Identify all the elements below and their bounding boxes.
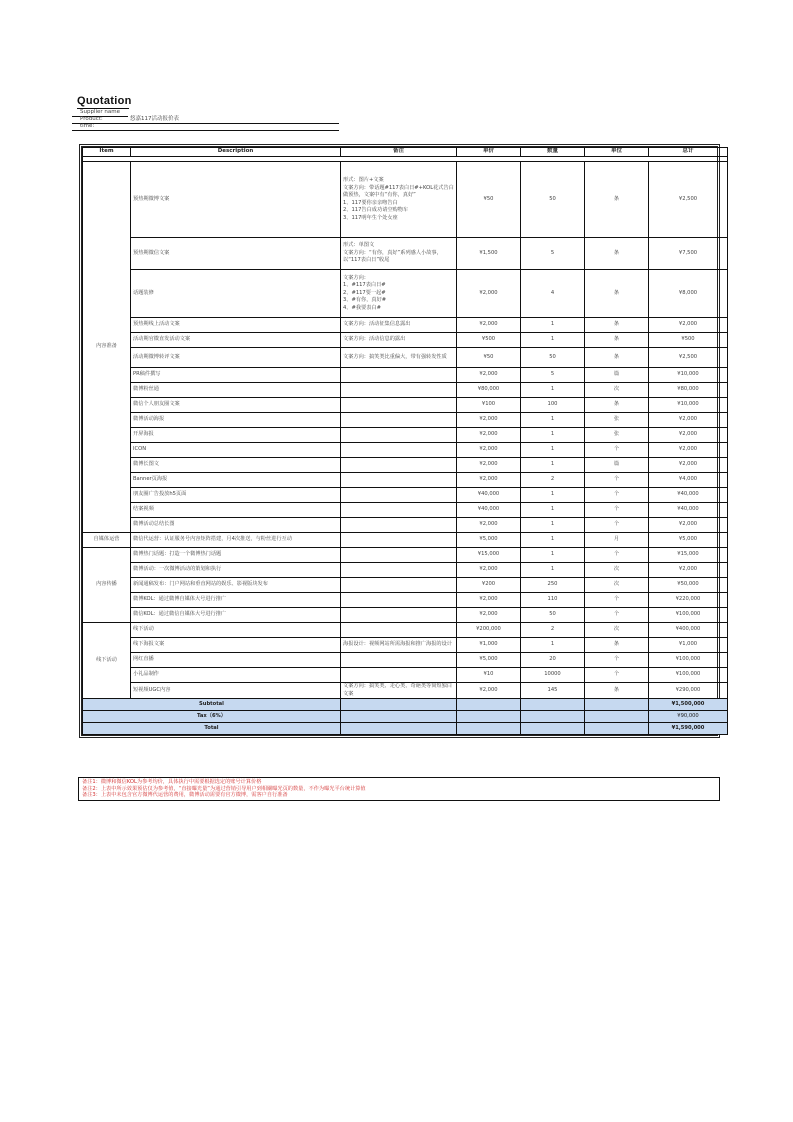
unit-cell: 条: [585, 270, 649, 318]
line-total-cell: ¥2,000: [649, 428, 728, 443]
summary-row: [83, 723, 728, 735]
summary-empty-cell: [585, 699, 649, 711]
line-total-cell: ¥50,000: [649, 578, 728, 593]
unit-cell: 个: [585, 668, 649, 683]
line-total-cell: ¥100,000: [649, 608, 728, 623]
description-cell: 开屏海报: [131, 428, 341, 443]
description-cell: 微博活动总结长图: [131, 518, 341, 533]
quantity-cell: 1: [521, 428, 585, 443]
unit-cell: 条: [585, 333, 649, 348]
table-row: [83, 348, 728, 368]
description-cell: 网红直播: [131, 653, 341, 668]
summary-empty-cell: [341, 711, 457, 723]
table-row: [83, 318, 728, 333]
description-cell: 预热期线上活动文案: [131, 318, 341, 333]
unit-price-cell: ¥2,000: [457, 563, 521, 578]
unit-cell: 个: [585, 503, 649, 518]
quantity-cell: 20: [521, 653, 585, 668]
remark-cell: [341, 368, 457, 383]
summary-empty-cell: [341, 723, 457, 735]
table-row: [83, 638, 728, 653]
line-total-cell: ¥2,000: [649, 563, 728, 578]
notes-box: [78, 777, 720, 801]
remark-cell: [341, 533, 457, 548]
description-cell: 小礼品制作: [131, 668, 341, 683]
table-row: [83, 398, 728, 413]
unit-cell: 条: [585, 318, 649, 333]
item-category-cell: 线下活动: [83, 623, 131, 699]
unit-cell: 条: [585, 348, 649, 368]
product-label: Product:: [80, 116, 103, 122]
description-cell: 朋友圈广告投放h5页面: [131, 488, 341, 503]
summary-amount: ¥90,000: [649, 711, 728, 723]
quantity-cell: 1: [521, 503, 585, 518]
table-row: [83, 238, 728, 270]
unit-price-cell: ¥2,000: [457, 443, 521, 458]
unit-cell: 张: [585, 413, 649, 428]
quantity-cell: 100: [521, 398, 585, 413]
description-cell: 微博粉丝通: [131, 383, 341, 398]
remark-cell: [341, 503, 457, 518]
unit-price-cell: ¥2,000: [457, 518, 521, 533]
quantity-cell: 1: [521, 413, 585, 428]
line-total-cell: ¥100,000: [649, 653, 728, 668]
description-cell: 微博活动：一次微博活动的策划和执行: [131, 563, 341, 578]
description-cell: 微信代运营：认证服务号内容矩阵搭建，月4次推送，与粉丝进行互动: [131, 533, 341, 548]
unit-price-cell: ¥50: [457, 162, 521, 238]
summary-empty-cell: [457, 699, 521, 711]
unit-cell: 个: [585, 548, 649, 563]
unit-price-cell: ¥2,000: [457, 413, 521, 428]
summary-label: Tax（6%）: [83, 711, 341, 723]
description-cell: 线下海报文案: [131, 638, 341, 653]
unit-cell: 个: [585, 473, 649, 488]
line-total-cell: ¥2,000: [649, 318, 728, 333]
quantity-cell: 5: [521, 238, 585, 270]
unit-price-cell: ¥2,000: [457, 608, 521, 623]
quantity-cell: 50: [521, 608, 585, 623]
summary-row: [83, 699, 728, 711]
unit-price-cell: ¥100: [457, 398, 521, 413]
unit-cell: 篇: [585, 458, 649, 473]
description-cell: 预热期微信文案: [131, 238, 341, 270]
col-header-unit: 单位: [585, 148, 649, 157]
unit-cell: 条: [585, 398, 649, 413]
remark-cell: 形式：图片+文案 文案方向：带话题#117表白日#+KOL花式告白做预热，文案中有“有你，真好” 1、117要你亲亲吻告白 2、117告白成功请空购物车 3、117明年生个处女座: [341, 162, 457, 238]
unit-price-cell: ¥5,000: [457, 533, 521, 548]
unit-price-cell: ¥2,000: [457, 368, 521, 383]
table-body: [83, 162, 728, 735]
line-total-cell: ¥40,000: [649, 503, 728, 518]
quantity-cell: 1: [521, 443, 585, 458]
table-row: [83, 563, 728, 578]
table-row: [83, 383, 728, 398]
quantity-cell: 1: [521, 458, 585, 473]
line-total-cell: ¥10,000: [649, 368, 728, 383]
unit-cell: 条: [585, 162, 649, 238]
quantity-cell: 1: [521, 563, 585, 578]
col-header-description: Description: [131, 148, 341, 157]
remark-cell: [341, 563, 457, 578]
remark-cell: 海报设计：视频网站所需海报和推广海报的设计: [341, 638, 457, 653]
line-total-cell: ¥500: [649, 333, 728, 348]
product-value: 悠嘉117活动报价表: [130, 116, 179, 122]
meta-supplier: [72, 109, 130, 116]
unit-price-cell: ¥40,000: [457, 488, 521, 503]
unit-cell: 月: [585, 533, 649, 548]
quantity-cell: 50: [521, 348, 585, 368]
unit-cell: 次: [585, 563, 649, 578]
line-total-cell: ¥4,000: [649, 473, 728, 488]
line-total-cell: ¥290,000: [649, 683, 728, 699]
unit-cell: 个: [585, 443, 649, 458]
supplier-label: Supplier name: [80, 109, 121, 115]
remark-cell: [341, 608, 457, 623]
note-1: 备注1：微博和微信KOL为参考均价，具体执行中需要根据选定的账号计算价格: [82, 779, 262, 785]
summary-label: Subtotal: [83, 699, 341, 711]
remark-cell: [341, 428, 457, 443]
description-cell: 微博长图文: [131, 458, 341, 473]
remark-cell: 文案方向：搞笑类、走心类、奇葩类等简短独白文案: [341, 683, 457, 699]
unit-price-cell: ¥1,000: [457, 638, 521, 653]
line-total-cell: ¥2,500: [649, 162, 728, 238]
quantity-cell: 1: [521, 518, 585, 533]
unit-cell: 个: [585, 608, 649, 623]
remark-cell: 文案方向： 1、#117表白日# 2、#117要一起# 3、#有你，真好# 4、#我要表白#: [341, 270, 457, 318]
remark-cell: 文案方向：活动征集信息露出: [341, 318, 457, 333]
remark-cell: [341, 548, 457, 563]
unit-price-cell: ¥50: [457, 348, 521, 368]
description-cell: 活动期微博转评文案: [131, 348, 341, 368]
unit-price-cell: ¥2,000: [457, 428, 521, 443]
remark-cell: 文案方向：活动信息的露出: [341, 333, 457, 348]
note-2: 备注2：上表中所示效果预估仅为参考值，“直接曝光量”为通过营销引导用户到相關曝光页的数量，不作为曝光平台统计算值: [82, 785, 366, 792]
quantity-cell: 1: [521, 488, 585, 503]
col-header-item: Item: [83, 148, 131, 157]
unit-price-cell: ¥15,000: [457, 548, 521, 563]
summary-empty-cell: [521, 723, 585, 735]
line-total-cell: ¥400,000: [649, 623, 728, 638]
document-title: Quotation: [77, 95, 132, 107]
description-cell: 微博活动海报: [131, 413, 341, 428]
description-cell: 微信个人朋友圈文案: [131, 398, 341, 413]
table-row: [83, 333, 728, 348]
table-row: [83, 270, 728, 318]
table-row: [83, 162, 728, 238]
unit-cell: 篇: [585, 368, 649, 383]
unit-price-cell: ¥5,000: [457, 653, 521, 668]
unit-cell: 条: [585, 238, 649, 270]
quotation-table: [82, 147, 728, 735]
table-row: [83, 458, 728, 473]
quantity-cell: 250: [521, 578, 585, 593]
summary-empty-cell: [521, 711, 585, 723]
unit-price-cell: ¥1,500: [457, 238, 521, 270]
quantity-cell: 1: [521, 333, 585, 348]
line-total-cell: ¥2,000: [649, 413, 728, 428]
unit-cell: 个: [585, 593, 649, 608]
unit-price-cell: ¥200,000: [457, 623, 521, 638]
quantity-cell: 5: [521, 368, 585, 383]
remark-cell: [341, 653, 457, 668]
item-category-cell: 内容传播: [83, 548, 131, 623]
quantity-cell: 145: [521, 683, 585, 699]
unit-price-cell: ¥10: [457, 668, 521, 683]
unit-cell: 次: [585, 578, 649, 593]
col-header-total: 总计: [649, 148, 728, 157]
description-cell: PR稿件撰写: [131, 368, 341, 383]
summary-empty-cell: [585, 711, 649, 723]
description-cell: 预热期微博文案: [131, 162, 341, 238]
quantity-cell: 1: [521, 548, 585, 563]
summary-empty-cell: [585, 723, 649, 735]
remark-cell: [341, 488, 457, 503]
remark-cell: [341, 458, 457, 473]
remark-cell: 文案方向：搞笑类比重偏大，带有强转发性质: [341, 348, 457, 368]
unit-cell: 条: [585, 638, 649, 653]
table-row: [83, 593, 728, 608]
description-cell: 话题装修: [131, 270, 341, 318]
table-row: [83, 668, 728, 683]
remark-cell: [341, 473, 457, 488]
quantity-cell: 1: [521, 533, 585, 548]
remark-cell: [341, 593, 457, 608]
unit-cell: 个: [585, 518, 649, 533]
summary-row: [83, 711, 728, 723]
table-row: [83, 413, 728, 428]
description-cell: 新闻通稿发布：门户网站和垂直网站的娱乐、影视版块发布: [131, 578, 341, 593]
quantity-cell: 4: [521, 270, 585, 318]
line-total-cell: ¥2,000: [649, 443, 728, 458]
description-cell: ICON: [131, 443, 341, 458]
remark-cell: 形式：单图文 文案方向：“有你，真好”系列感人小故事，以“117表白日”收尾: [341, 238, 457, 270]
remark-cell: [341, 518, 457, 533]
unit-price-cell: ¥2,000: [457, 473, 521, 488]
description-cell: 活动期官微直发活动文案: [131, 333, 341, 348]
quantity-cell: 2: [521, 623, 585, 638]
remark-cell: [341, 413, 457, 428]
table-row: [83, 443, 728, 458]
unit-price-cell: ¥2,000: [457, 683, 521, 699]
table-row: [83, 428, 728, 443]
table-header-row: [83, 148, 728, 157]
col-header-quantity: 数量: [521, 148, 585, 157]
table-row: [83, 368, 728, 383]
line-total-cell: ¥40,000: [649, 488, 728, 503]
remark-cell: [341, 383, 457, 398]
summary-empty-cell: [457, 723, 521, 735]
summary-label: Total: [83, 723, 341, 735]
summary-amount: ¥1,590,000: [649, 723, 728, 735]
table-row: [83, 623, 728, 638]
unit-price-cell: ¥2,000: [457, 458, 521, 473]
line-total-cell: ¥80,000: [649, 383, 728, 398]
description-cell: Banner页海报: [131, 473, 341, 488]
meta-time: [72, 123, 130, 130]
table-row: [83, 683, 728, 699]
time-label: time:: [80, 123, 95, 129]
remark-cell: [341, 398, 457, 413]
remark-cell: [341, 623, 457, 638]
divider: [72, 130, 339, 131]
quotation-sheet: [79, 144, 720, 738]
quantity-cell: 1: [521, 383, 585, 398]
unit-price-cell: ¥40,000: [457, 503, 521, 518]
table-row: [83, 533, 728, 548]
unit-price-cell: ¥2,000: [457, 270, 521, 318]
item-category-cell: 内容准备: [83, 162, 131, 533]
col-header-remark: 备注: [341, 148, 457, 157]
unit-cell: 次: [585, 383, 649, 398]
quantity-cell: 2: [521, 473, 585, 488]
description-cell: 结案视频: [131, 503, 341, 518]
table-row: [83, 503, 728, 518]
line-total-cell: ¥220,000: [649, 593, 728, 608]
unit-price-cell: ¥500: [457, 333, 521, 348]
meta-product: [72, 116, 179, 123]
quantity-cell: 50: [521, 162, 585, 238]
line-total-cell: ¥2,000: [649, 518, 728, 533]
line-total-cell: ¥15,000: [649, 548, 728, 563]
quantity-cell: 110: [521, 593, 585, 608]
item-category-cell: 自媒体运营: [83, 533, 131, 548]
note-3: 备注3：上表中未包含官方微博代运营的费用，微博活动需要有官方微博，需客户自行准备: [82, 792, 288, 799]
unit-price-cell: ¥2,000: [457, 318, 521, 333]
table-row: [83, 473, 728, 488]
description-cell: 短视频UGC内容: [131, 683, 341, 699]
line-total-cell: ¥100,000: [649, 668, 728, 683]
unit-price-cell: ¥200: [457, 578, 521, 593]
unit-cell: 条: [585, 683, 649, 699]
quantity-cell: 10000: [521, 668, 585, 683]
table-row: [83, 578, 728, 593]
description-cell: 微信KOL：通过微信自媒体大号进行推广: [131, 608, 341, 623]
unit-cell: 次: [585, 623, 649, 638]
summary-empty-cell: [457, 711, 521, 723]
summary-empty-cell: [341, 699, 457, 711]
line-total-cell: ¥2,000: [649, 458, 728, 473]
col-header-unit-price: 单价: [457, 148, 521, 157]
quantity-cell: 1: [521, 638, 585, 653]
line-total-cell: ¥10,000: [649, 398, 728, 413]
quantity-cell: 1: [521, 318, 585, 333]
description-cell: 微博热门话题：打造一个微博热门话题: [131, 548, 341, 563]
remark-cell: [341, 578, 457, 593]
unit-price-cell: ¥80,000: [457, 383, 521, 398]
remark-cell: [341, 668, 457, 683]
unit-price-cell: ¥2,000: [457, 593, 521, 608]
summary-empty-cell: [521, 699, 585, 711]
line-total-cell: ¥5,000: [649, 533, 728, 548]
summary-amount: ¥1,500,000: [649, 699, 728, 711]
table-row: [83, 548, 728, 563]
description-cell: 微博KOL：通过微博自媒体大号进行推广: [131, 593, 341, 608]
table-row: [83, 653, 728, 668]
table-row: [83, 518, 728, 533]
unit-cell: 个: [585, 653, 649, 668]
unit-cell: 张: [585, 428, 649, 443]
line-total-cell: ¥2,500: [649, 348, 728, 368]
line-total-cell: ¥8,000: [649, 270, 728, 318]
unit-cell: 个: [585, 488, 649, 503]
description-cell: 线下活动: [131, 623, 341, 638]
line-total-cell: ¥7,500: [649, 238, 728, 270]
line-total-cell: ¥1,000: [649, 638, 728, 653]
remark-cell: [341, 443, 457, 458]
table-row: [83, 488, 728, 503]
table-row: [83, 608, 728, 623]
